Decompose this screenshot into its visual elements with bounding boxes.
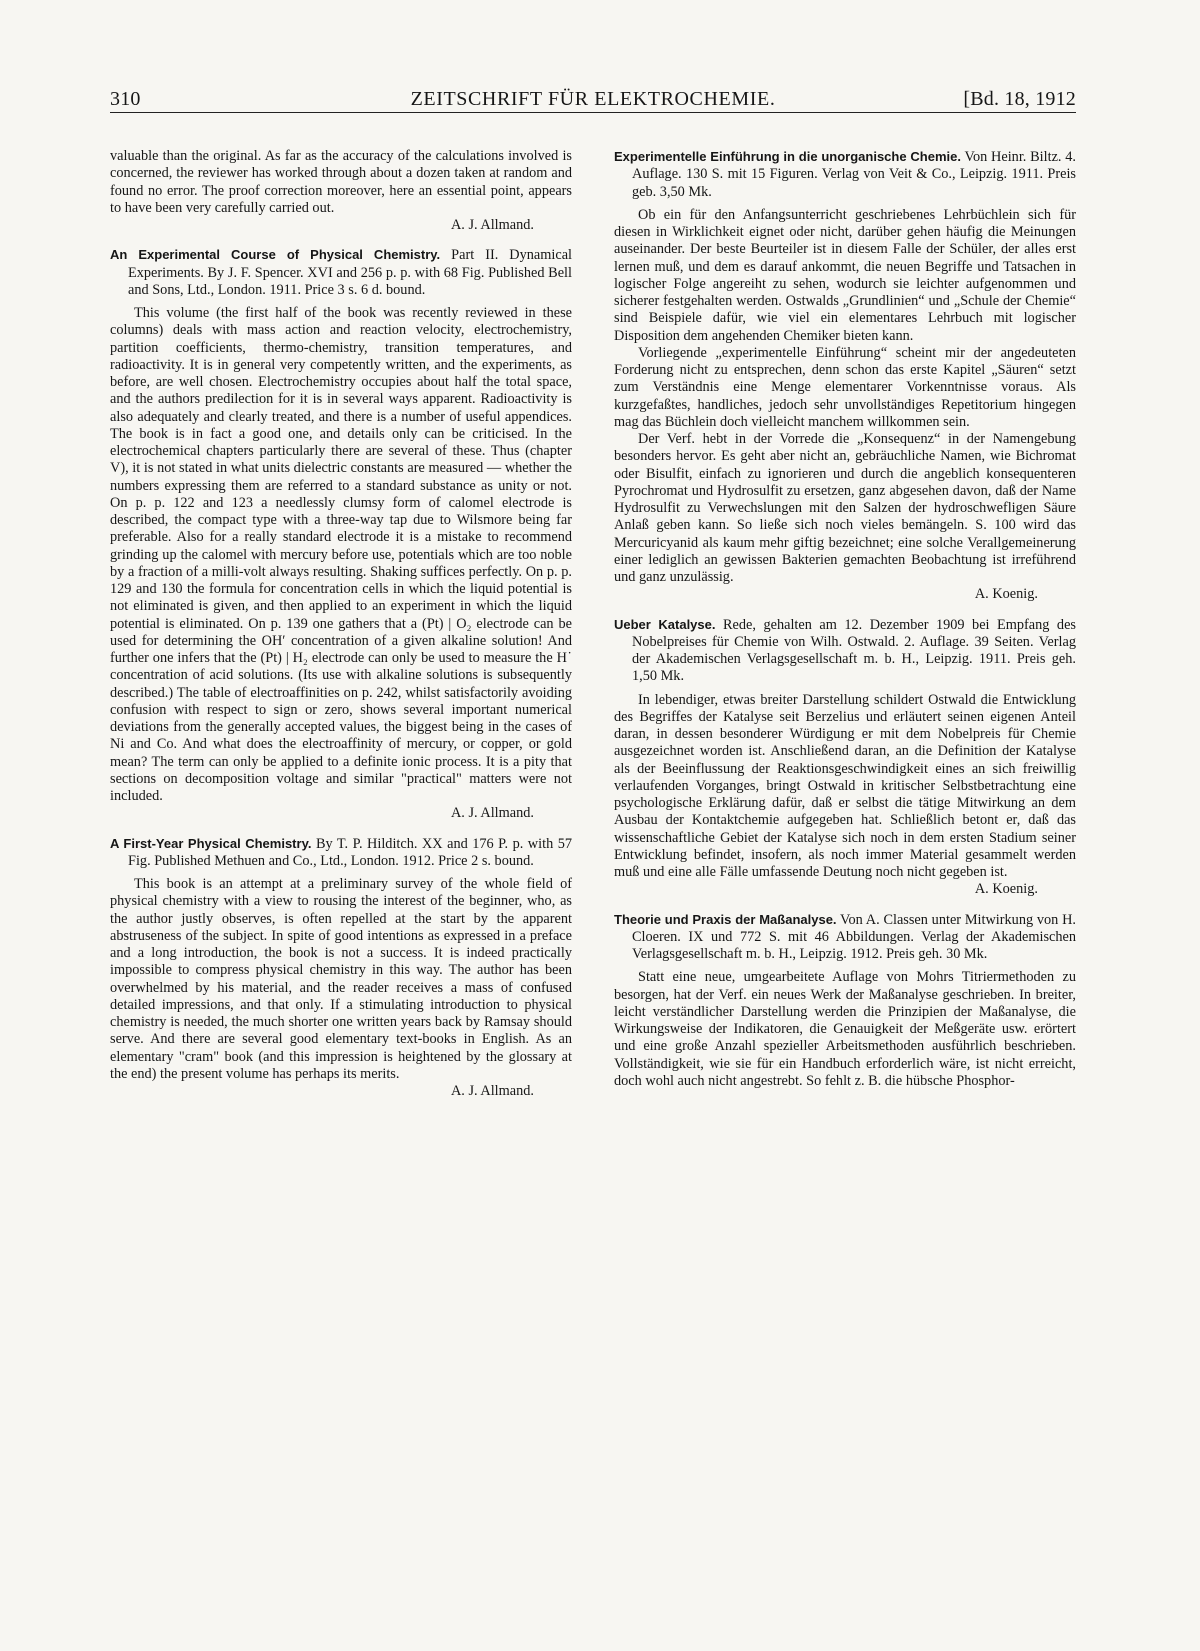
book-bibliography: Part II. Dynamical Experiments. By J. F. Spencer. XVI and 256 p. p. with 68 Fig. Published Bell and Sons, Ltd., London. 1911. Price 3 s. 6 d. bound. bbox=[128, 247, 573, 298]
review-heading bbox=[110, 835, 572, 871]
page-number: 310 bbox=[110, 88, 141, 110]
journal-title: ZEITSCHRIFT FÜR ELEKTROCHEMIE. bbox=[410, 88, 776, 110]
header-rule bbox=[110, 112, 1076, 113]
review-signature: A. J. Allmand. bbox=[450, 805, 534, 822]
book-bibliography: By T. P. Hilditch. XX and 176 P. p. with 57 Fig. Published Methuen and Co., Ltd., London. 1912. Price 2 s. bound. bbox=[128, 835, 573, 869]
review-hilditch bbox=[110, 835, 572, 1101]
book-title: An Experimental Course of Physical Chemistry. bbox=[110, 247, 441, 263]
review-biltz bbox=[614, 148, 1076, 604]
book-bibliography: Rede, gehalten am 12. Dezember 1909 bei Empfang des Nobelpreises für Chemie von Wilh. Ostwald. 2. Auflage. 39 Seiten. Verlag der Akademischen Verlagsgesellschaft m. b. H., Leipzig. 1911. Preis geh. 1,50 Mk. bbox=[632, 616, 1076, 685]
volume-label: [Bd. 18, 1912 bbox=[963, 88, 1076, 110]
book-title: A First-Year Physical Chemistry. bbox=[110, 835, 312, 851]
continuation-paragraph: valuable than the original. As far as the accuracy of the calculations involved is concerned, the reviewer has worked through about a dozen taken at random and found no error. The proof correction moreover, here an essential point, appears to have been very carefully carried out. bbox=[110, 148, 572, 216]
book-bibliography: Von A. Classen unter Mitwirkung von H. Cloeren. IX und 772 S. mit 46 Abbildungen. Verlag der Akademischen Verlagsgesellschaft m. b. H., Leipzig. 1912. Preis geh. 30 Mk. bbox=[632, 911, 1076, 962]
review-body: Statt eine neue, umgearbeitete Auflage von Mohrs Titriermethoden zu besorgen, hat der Verf. ein neues Werk der Maßanalyse geschrieben. In breiter, leicht verständlicher Darstellung werden die Prinzipien der Maßanalyse, die Wirkungsweise der Indikatoren, die Genauigkeit der Meßgeräte usw. erörtert und eine große Anzahl spezieller Arbeitsmethoden ausführlich beschrieben. Vollständigkeit, wie sie für ein Handbuch erforderlich wäre, ist nicht erreicht, doch wohl auch nicht angestrebt. So fehlt z. B. die hübsche Phosphor- bbox=[614, 969, 1076, 1089]
review-signature: A. Koenig. bbox=[974, 586, 1038, 603]
right-column bbox=[614, 148, 1076, 1090]
review-paragraph-3: Der Verf. hebt in der Vorrede die „Konsequenz“ in der Namengebung besonders hervor. Es geht aber nicht an, gebräuchliche Namen, wie Bichromat oder Bisulfit, einfach zu ignorieren und durch die angeblich konsequenteren Pyrochromat und Hydrosulfit zu ersetzen, ganz abgesehen davon, daß der Name Hydrosulfit zu Verwechslungen mit den Salzen der hydroschwefligen Säure Anlaß geben kann. So ließe sich noch vieles bemängeln. S. 100 wird das Mercuricyanid als kaum mehr giftig bezeichnet; eine solche Verallgemeinerung einer lediglich an gewissen Bakterien gemachten Beobachtung ist irreführend und ganz unzulässig. bbox=[614, 431, 1076, 585]
review-heading bbox=[614, 616, 1076, 686]
book-title: Experimentelle Einführung in die unorganische Chemie. bbox=[614, 149, 961, 164]
review-spencer bbox=[110, 246, 572, 822]
review-heading bbox=[614, 148, 1076, 201]
review-classen bbox=[614, 911, 1076, 1091]
review-body: In lebendiger, etwas breiter Darstellung schildert Ostwald die Entwicklung des Begriffes der Katalyse seit Berzelius und erläutert seinen eigenen Anteil daran, in dessen besonderer Würdigung er mit dem Nobelpreis für Chemie ausgezeichnet worden ist. Anschließend daran, an die Definition der Katalyse als der Beeinflussung der Reaktionsgeschwindigkeit eines an sich freiwillig verlaufenden Vorganges, bringt Ostwald in kritischer Selbstbetrachtung eine psychologische Erklärung dafür, daß er selbst die tätige Mitwirkung an dem Ausbau der Kontaktchemie aufgegeben hat. Schließlich betont er, daß das wissenschaftliche Gebiet der Katalyse sich noch in dem ersten Stadium seiner Entwicklung befindet, insofern, als noch immer Material gesammelt werden muß und eine alle Fälle umfassende Deutung noch nicht gegeben ist. bbox=[614, 691, 1076, 880]
review-paragraph-2: Vorliegende „experimentelle Einführung“ scheint mir der angedeuteten Forderung nicht zu entsprechen, denn schon das erste Kapitel „Säuren“ setzt zum Verständnis eine Menge elementarer Vorkenntnisse voraus. Als kurzgefaßtes, handliches, jedoch sehr unvollständiges Repetitorium hingegen mag das Büchlein doch vielleicht manchem willkommen sein. bbox=[614, 344, 1076, 430]
review-heading bbox=[614, 911, 1076, 964]
book-bibliography: Von Heinr. Biltz. 4. Auflage. 130 S. mit 15 Figuren. Verlag von Veit & Co., Leipzig. 1911. Preis geb. 3,50 Mk. bbox=[632, 149, 1076, 200]
review-signature: A. Koenig. bbox=[974, 881, 1038, 898]
review-signature: A. J. Allmand. bbox=[450, 1083, 534, 1099]
left-column bbox=[110, 148, 572, 1100]
book-title: Ueber Katalyse. bbox=[614, 616, 716, 632]
running-header bbox=[110, 82, 1076, 116]
review-body: This volume (the first half of the book was recently reviewed in these columns) deals with mass action and reaction velocity, electrochemistry, partition coefficients, thermo-chemistry, transition temperatures, and radioactivity. It is in general very competently written, and the experiments, as before, are well chosen. Electrochemistry occupies about half the total space, and the authors predilection for it is in several ways apparent. Radioactivity is also adequately and clearly treated, and there is a number of useful appendices. The book is in fact a good one, and details only can be criticised. In the electrochemical chapters particularly there are several of these. Thus (chapter V), it is not stated in what units dielectric constants are measured — whether the numbers expressing them are referred to a standard substance as unity or not. On p. p. 122 and 123 a needlessly clumsy form of calomel electrode is described, the compact type with a three-way tap due to Wilsmore being far preferable. Also for a really standard electrode it is a mistake to recommend grinding up the calomel with mercury before use, potentials which are too noble by a fraction of a milli-volt always resulting. Shaking suffices perfectly. On p. p. 129 and 130 the formula for concentration cells in which the liquid potential is not eliminated is given, and then applied to an experiment in which the liquid potential is eliminated. On p. 139 one gathers that a (Pt) | O₂ electrode can be used for determining the OH′ concentration of a given alkaline solution! And further one infers that the (Pt) | H₂ electrode can only be used to measure the H˙ concentration of acid solutions. (Its use with alkaline solutions is subsequently described.) The table of electroaffinities on p. 242, whilst satisfactorily avoiding confusion with respect to sign or zero, shows several important numerical deviations from the generally accepted values, the biggest being in the cases of Ni and Co. And what does the electroaffinity of mercury, or copper, or gold mean? The term can only be applied to a definite ionic process. It is a pity that sections on decomposition voltage and similar "practical" matters were not included. bbox=[110, 305, 572, 804]
book-title: Theorie und Praxis der Maßanalyse. bbox=[614, 911, 837, 927]
review-body: This book is an attempt at a preliminary survey of the whole field of physical chemistry with a view to rousing the interest of the beginner, who, as the author justly observes, is often repelled at the start by the apparent abstruseness of the subject. In spite of good intentions as expressed in a preface and a long introduction, the book is not a success. It is indeed practically impossible to compress physical chemistry in this way. The author has been overwhelmed by his material, and the reader receives a mass of confused detailed impressions, and that only. If a stimulating introduction to physical chemistry is needed, the much shorter one written years back by Ramsay should serve. And there are several good elementary text-books in English. As an elementary "cram" book (and this impression is heightened by the glossary at the end) the present volume has perhaps its merits. bbox=[110, 876, 572, 1082]
review-signature: A. J. Allmand. bbox=[450, 217, 534, 233]
review-ostwald bbox=[614, 616, 1076, 899]
review-paragraph-1: Ob ein für den Anfangsunterricht geschriebenes Lehrbüchlein sich für diesen in Wirklichkeit eignet oder nicht, darüber gehen häufig die Meinungen auseinander. Der beste Beurteiler ist in diesem Falle der Schüler, der alles erst lernen muß, und dem es darauf ankommt, die neuen Begriffe und Tatsachen in logischer Folge angereiht zu sehen, wodurch sie leichter aufgenommen und sicherer festgehalten werden. Ostwalds „Grundlinien“ und „Schule der Chemie“ sind Beispiele dafür, wie viel ein elementares Lehrbuch mit logischer Disposition dem angehenden Chemiker bieten kann. bbox=[614, 206, 1076, 344]
review-heading bbox=[110, 246, 572, 299]
